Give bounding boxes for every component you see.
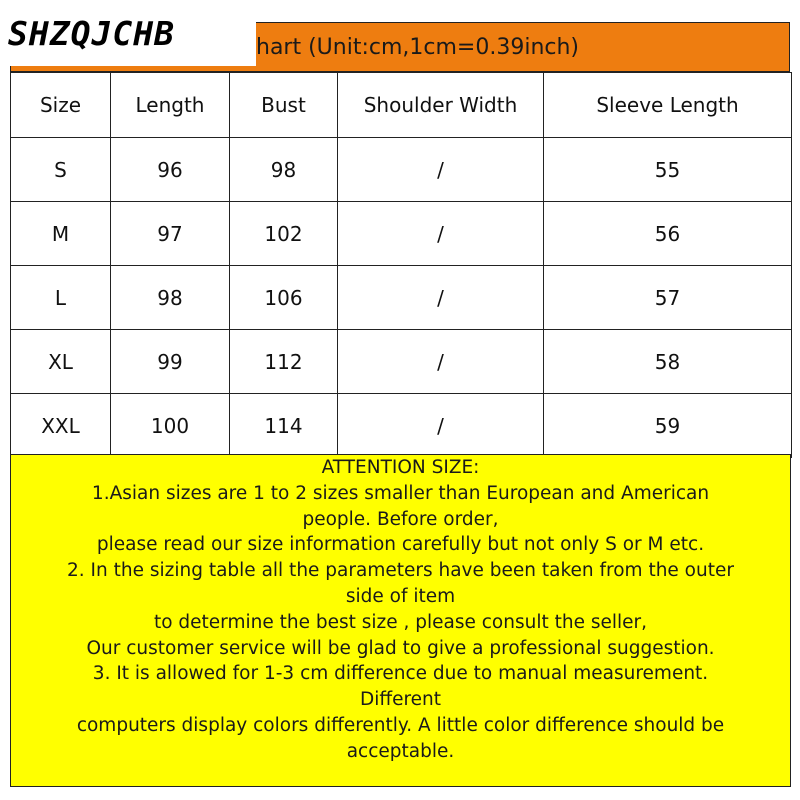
table-header-row	[11, 73, 792, 138]
attention-line: please read our size information carefully but not only S or M etc.	[96, 534, 705, 556]
cell-size: S	[11, 138, 111, 202]
cell-bust: 102	[230, 202, 338, 266]
cell-bust: 98	[230, 138, 338, 202]
column-header-bust: Bust	[230, 73, 338, 138]
cell-sleeve-length: 55	[544, 138, 792, 202]
attention-line: 3. It is allowed for 1-3 cm difference due to manual measurement.	[92, 663, 709, 685]
size-table	[10, 72, 792, 458]
size-chart	[10, 22, 790, 787]
attention-line: side of item	[345, 585, 456, 607]
cell-bust: 114	[230, 394, 338, 458]
attention-line: 1.Asian sizes are 1 to 2 sizes smaller than European and American	[91, 482, 710, 504]
cell-size: XXL	[11, 394, 111, 458]
column-header-sleeve-length: Sleeve Length	[544, 73, 792, 138]
cell-length: 99	[111, 330, 230, 394]
column-header-shoulder-width: Shoulder Width	[338, 73, 544, 138]
cell-shoulder-width: /	[338, 138, 544, 202]
cell-size: M	[11, 202, 111, 266]
cell-length: 100	[111, 394, 230, 458]
table-row	[11, 202, 792, 266]
attention-line: people. Before order,	[302, 508, 499, 530]
attention-line: acceptable.	[346, 740, 455, 762]
attention-heading: ATTENTION SIZE:	[321, 457, 480, 478]
column-header-size: Size	[11, 73, 111, 138]
cell-bust: 106	[230, 266, 338, 330]
table-row	[11, 330, 792, 394]
cell-bust: 112	[230, 330, 338, 394]
cell-length: 98	[111, 266, 230, 330]
cell-sleeve-length: 57	[544, 266, 792, 330]
cell-size: XL	[11, 330, 111, 394]
attention-line: computers display colors differently. A little color difference should be	[76, 714, 725, 736]
attention-line: 2. In the sizing table all the parameters have been taken from the outer	[67, 560, 734, 582]
cell-sleeve-length: 56	[544, 202, 792, 266]
chart-title: hart (Unit:cm,1cm=0.39inch)	[256, 34, 580, 60]
brand-logo: SHZQJCHB	[0, 0, 256, 66]
table-row	[11, 138, 792, 202]
cell-sleeve-length: 59	[544, 394, 792, 458]
cell-shoulder-width: /	[338, 202, 544, 266]
attention-line: Different	[359, 689, 442, 711]
cell-shoulder-width: /	[338, 266, 544, 330]
cell-shoulder-width: /	[338, 394, 544, 458]
column-header-length: Length	[111, 73, 230, 138]
cell-length: 97	[111, 202, 230, 266]
cell-sleeve-length: 58	[544, 330, 792, 394]
table-row	[11, 266, 792, 330]
cell-shoulder-width: /	[338, 330, 544, 394]
attention-line: to determine the best size , please consult the seller,	[153, 611, 648, 633]
attention-notice	[10, 454, 791, 787]
table-row	[11, 394, 792, 458]
attention-line: Our customer service will be glad to give a professional suggestion.	[86, 637, 715, 659]
cell-length: 96	[111, 138, 230, 202]
cell-size: L	[11, 266, 111, 330]
